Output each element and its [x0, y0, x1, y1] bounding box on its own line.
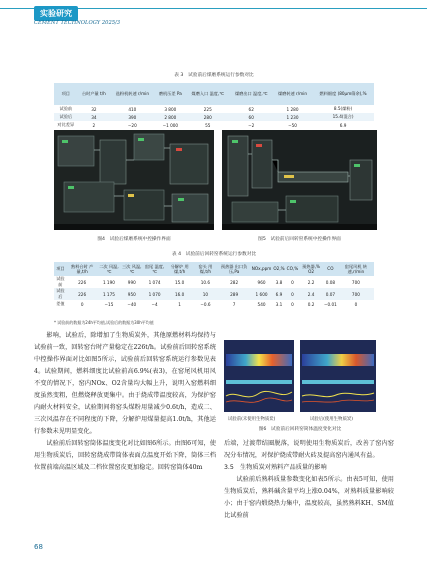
figure4-screenshot — [54, 130, 214, 230]
table3-cell: 6.9 — [339, 122, 347, 128]
table3-header-cell: 台时产量 t/h — [81, 91, 106, 96]
table4-cell: 2.4 — [307, 291, 315, 297]
table3-cell: 3 800 — [164, 106, 177, 112]
table4-cell: 0.07 — [325, 291, 336, 297]
table4-cell: 226 — [78, 279, 87, 285]
table4-cell: 289 — [230, 291, 239, 297]
figure6-label-before: 试验前(未使用生物质炭) — [228, 417, 276, 422]
table4-header-cell: 窑头 用煤,t/h — [198, 263, 213, 274]
table4-header-cell: 项目 — [56, 266, 65, 272]
table4-header-cell: 预热器,% O2 — [302, 263, 321, 274]
table4-cell: 16.0 — [174, 291, 185, 297]
figure5-caption: 图5 试验前后回转窑系统中控操作界面 — [258, 237, 341, 242]
table4-cell: 1 190 — [102, 279, 115, 285]
table4-cell: 15.0 — [174, 279, 185, 285]
table4-cell: 0 — [291, 301, 294, 307]
table4-cell: 1 070 — [148, 291, 161, 297]
table4-header-cell: 二次 风温,℃ — [99, 263, 119, 274]
table3-cell: 390 — [128, 114, 137, 120]
table3-cell: 试验后 — [59, 114, 73, 119]
table3 — [54, 83, 374, 129]
table3-cell: −2 — [248, 122, 255, 128]
section-heading: 3.5 生物质炭对熟料产品质量的影响 — [224, 464, 327, 471]
table4-header-cell: NOx,ppm — [251, 266, 272, 272]
table4-header-cell: 预热器 出口负压,Pa — [220, 263, 248, 274]
table4-cell: 1 074 — [148, 279, 161, 285]
table3-row — [54, 105, 374, 113]
table4-cell: 0 — [291, 279, 294, 285]
table4-header-cell: 分解炉 用煤,t/h — [170, 263, 189, 274]
table4-cell: 差值 — [56, 301, 65, 306]
table4-cell: 10.6 — [200, 279, 211, 285]
table3-header-row — [54, 83, 374, 105]
table3-header-cell: 磨机压差 Pa — [158, 91, 182, 96]
table3-cell: 280 — [203, 114, 212, 120]
body-left-column — [34, 330, 216, 474]
table4-cell: 226 — [78, 291, 87, 297]
table4-header-cell: CO — [327, 266, 334, 272]
table3-caption: 表 3 试验前后煤磨系统运行参数对比 — [174, 73, 254, 78]
table4-caption: 表 4 试验前后回转窑系统运行参数对比 — [171, 252, 257, 257]
table4-cell: 0 — [291, 291, 294, 297]
body-paragraph: 试验前后回转窑筒体温度变化对比如图6所示。由图6可知，使用生物质炭后，回转窑烧成带筒体表面点温度开始下降，筒体三档位置前端高温区域及二档位置窑皮更加稳定。回转窑筒体40m — [34, 440, 216, 471]
table4-cell: 0 — [80, 301, 84, 307]
table3-cell: 62 — [248, 106, 254, 112]
table4-cell: 1 — [178, 301, 181, 307]
table3-cell: 2 — [92, 122, 96, 128]
table3-cell: −20 — [127, 122, 137, 128]
table3-cell: 34 — [91, 114, 97, 120]
table4-cell: 0.2 — [307, 301, 315, 307]
table4-cell: −40 — [127, 301, 137, 307]
body-right-column — [224, 438, 394, 522]
table3-cell: −50 — [288, 122, 297, 128]
table3-row — [54, 113, 374, 121]
table3-header-cell: 煤磨入口 温度,℃ — [191, 91, 225, 96]
body-paragraph: 影响，试验后，除增加了生物质炭外，其他原燃材料均保持与试验前一致，回转窑台时产量稳定在226t/h。试验前后回转窑系统中控操作界面对比如图5所示，试验前后回转窑系统运行参数见表4。试验期间，燃料细度比试验前高6.9%(表3)，在窑尾风机用风不变的情况下，窑内NOx、O2含量均大幅上升，说明入窑燃料细度虽然变粗，但燃烧释放更集中。由于烧成带温度较高，为保护窑内耐火材料安全，试验期间将窑头煤粉用量减少0.6t/h，造成二、三次风温存在不同程度的下降，分解炉用煤量提高1.0t/h，其他运行参数未见明显变化。 — [34, 332, 216, 435]
table3-cell: −1 000 — [162, 122, 179, 128]
table4-cell: −0.01 — [324, 301, 337, 307]
body-paragraph: 试验前后熟料质量参数变化如表5所示。由表5可知，使用生物质炭后，熟料碱含量平均上涨0.04%，对熟料质量影响较小；由于窑内煅烧热力集中，温度较高，虽然熟料KH、SM值比试验前 — [224, 476, 394, 519]
table4-cell: −15 — [104, 301, 114, 307]
table3-cell: 对比差异 — [57, 122, 75, 127]
table3-header-cell: 项目 — [61, 91, 70, 96]
table4-cell: 282 — [230, 279, 239, 285]
table4-cell: 2.2 — [307, 279, 315, 285]
table4-cell: −0.6 — [200, 301, 211, 307]
table4-header-cell: 三次 风温,℃ — [122, 263, 142, 274]
table3-cell: 410 — [128, 106, 137, 112]
table4-header-cell: CO,% — [286, 266, 299, 272]
table3-cell: 32 — [91, 106, 97, 112]
body-paragraph: 后端，过渡带结圈脱落，说明使用生物质炭后，改善了窑内窑况分布情况，对保护烧成带耐火砖及提高窑内通风有益。 — [224, 440, 394, 459]
table4-cell: 0.08 — [325, 279, 336, 285]
table4-cell: 700 — [351, 279, 360, 285]
figure6-thermal-after — [300, 340, 376, 412]
table3-header-cell: 选粉机转速 r/min — [115, 91, 149, 96]
journal-name: CEMENT TECHNOLOGY 2025/3 — [34, 20, 121, 26]
table4-cell: 540 — [257, 301, 266, 307]
table4-cell: 试验前 — [56, 276, 65, 287]
table3-header-cell: 煤磨转速 r/min — [277, 91, 308, 96]
table4-header-row — [54, 262, 374, 276]
table3-cell: 225 — [203, 106, 212, 112]
table4-row — [54, 276, 374, 288]
table4-cell: 990 — [127, 279, 136, 285]
table4-cell: 3.1 — [275, 301, 283, 307]
table4-cell: 试验后 — [56, 288, 65, 299]
table4-cell: 3.8 — [275, 279, 283, 285]
table4-row — [54, 288, 374, 300]
table4-header-cell: O2,% — [273, 266, 285, 272]
table4-cell: 1 175 — [102, 291, 115, 297]
page-number: 68 — [34, 543, 43, 551]
table4-cell: 1 600 — [255, 291, 268, 297]
table4-cell: 0 — [354, 301, 358, 307]
figure6-thermal-before — [224, 340, 294, 412]
figure5-screenshot — [222, 130, 377, 230]
table3-cell: 60 — [248, 114, 254, 120]
figure6-label-after: 试验后(使用生物质炭) — [310, 417, 353, 422]
table4-cell: 960 — [257, 279, 266, 285]
table4 — [54, 262, 374, 308]
table4-header-cell: 熟料台时 产量,t/h — [71, 263, 94, 274]
table4-note: * 试验前的数据为24h平均值,试验后的数据为30h平均值 — [54, 320, 154, 325]
table3-cell: 8.5(煤粉) — [333, 106, 353, 111]
table3-cell: 2 800 — [164, 114, 177, 120]
table4-cell: 950 — [127, 291, 136, 297]
table4-header-cell: 窑尾 温度,℃ — [144, 263, 165, 274]
table3-cell: 试验前 — [59, 106, 73, 111]
table4-header-cell: 窑尾风机 转速,r/min — [344, 263, 368, 274]
table4-cell: −4 — [151, 301, 158, 307]
table4-cell: 10 — [202, 291, 209, 297]
table3-header-cell: 煤磨出口 温度,℃ — [234, 91, 268, 96]
table3-cell: 15.4(混合) — [332, 114, 354, 119]
figure6-caption: 图6 试验前后回转窑简体温度变化对比 — [258, 427, 342, 432]
table3-header-cell: 燃料细度 (80μm筛余),% — [319, 91, 367, 96]
figure4-caption: 图4 试验后煤磨系统中控操作界面 — [97, 237, 171, 242]
page-header — [0, 0, 427, 44]
table3-cell: 1 230 — [286, 114, 299, 120]
table3-row — [54, 121, 374, 129]
table4-row — [54, 300, 374, 308]
table4-cell: 7 — [232, 301, 236, 307]
table3-cell: 55 — [205, 122, 211, 128]
section-tab: 实验研究 — [34, 6, 78, 21]
table3-cell: 1 280 — [286, 106, 299, 112]
table4-cell: 700 — [351, 291, 360, 297]
table4-cell: 6.9 — [275, 291, 283, 297]
